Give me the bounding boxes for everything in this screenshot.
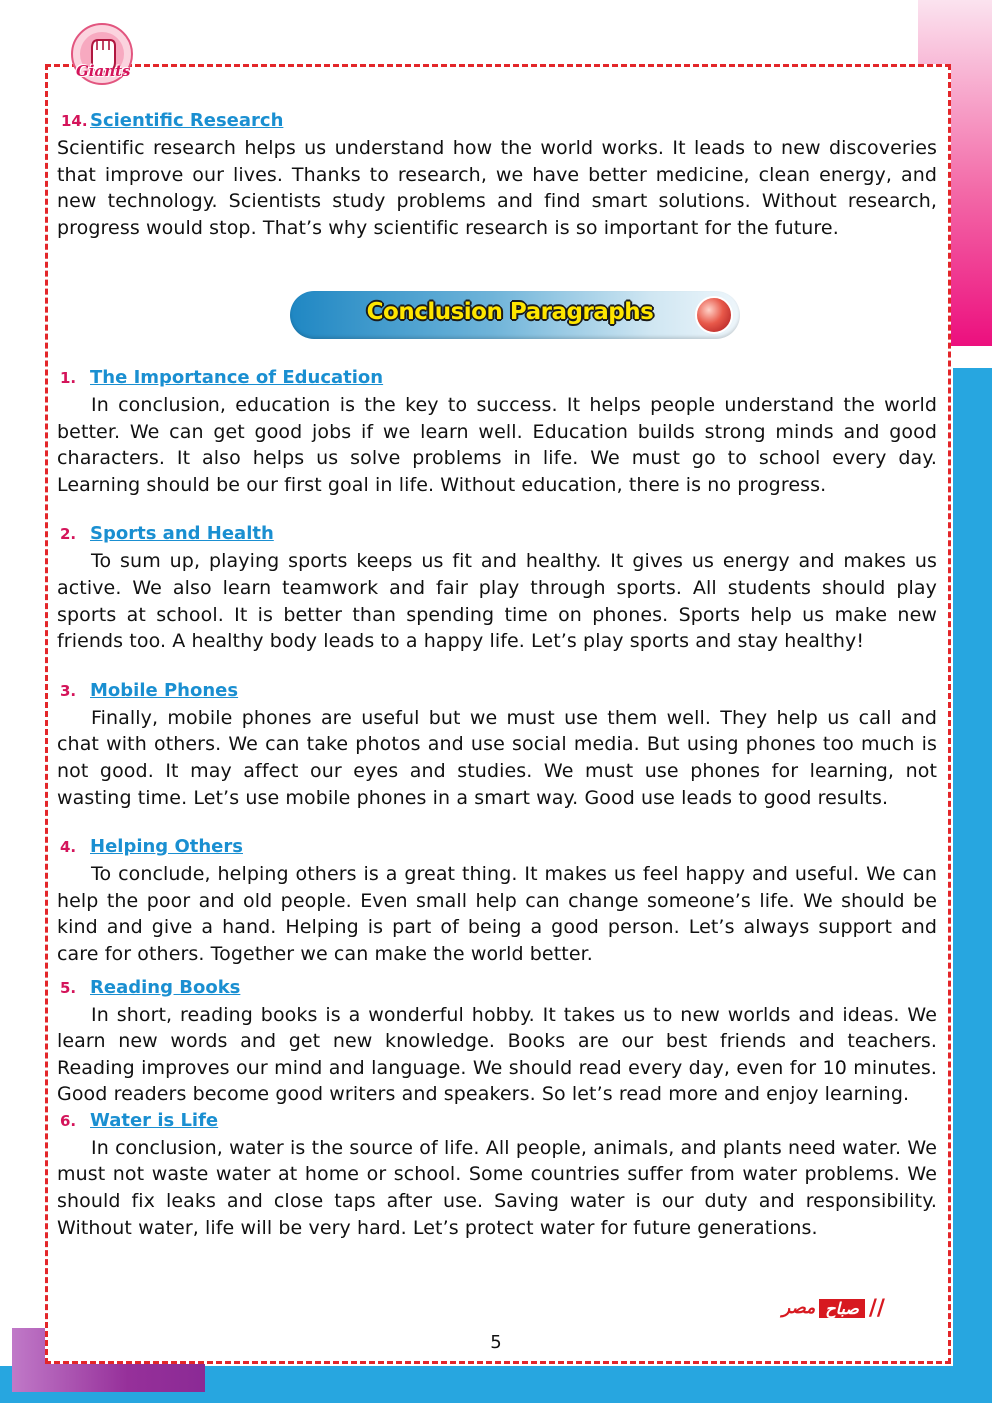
paragraph-number: 2. (60, 525, 77, 544)
section-heading (57, 108, 937, 135)
paragraph-title: Mobile Phones (90, 679, 239, 701)
section-paragraph: Scientific research helps us understand how the world works. It leads to new discoveries that improve our lives. Thanks to research, we have better medicine, clean energy, and new technology. Scientists study problems and find smart solutions. Without research, progress would stop. That’s why scientific research is so important for the future. (57, 137, 937, 239)
paragraph-title: Helping Others (90, 836, 243, 858)
paragraph-text: To conclude, helping others is a great thing. It makes us feel happy and useful. We can help the poor and old people. Even small help can change someone’s life. We should be kind and give a hand. Helping is part of being a good person. Let’s always support and care for others. Together we can make the world better. (57, 863, 937, 965)
paragraph-title: Water is Life (90, 1109, 219, 1131)
section-title: Scientific Research (90, 110, 284, 131)
paragraph-heading (57, 678, 937, 705)
paragraph-number: 5. (60, 978, 77, 997)
paragraph-block (57, 1108, 937, 1241)
section-number: 14. (61, 112, 88, 130)
paragraph-title: Sports and Health (90, 523, 274, 545)
paragraph-heading (57, 1108, 937, 1135)
paragraph-block (57, 975, 937, 1108)
paragraph-heading (57, 834, 937, 861)
conclusion-banner (290, 291, 740, 339)
paragraph-block (57, 678, 937, 811)
paragraph-number: 1. (60, 369, 77, 387)
paragraph-heading (57, 975, 937, 1002)
blue-side-band (953, 368, 992, 1403)
paragraph-text: In conclusion, education is the key to success. It helps people understand the world better. We can get good jobs if we learn well. Education builds strong minds and good characters. It also helps us solve problems in life. We must go to school every day. Learning should be our first goal in life. Without education, there is no progress. (57, 394, 937, 496)
paragraph-block (57, 365, 937, 498)
paragraph-text: In short, reading books is a wonderful hobby. It takes us to new worlds and ideas. We learn new words and get new knowledge. Books are our best friends and teachers. Reading improves our mind and language. We should read every day, even for 10 minutes. Good readers become good writers and speakers. So let’s read more and enjoy learning. (57, 1003, 937, 1106)
banner-title: Conclusion Paragraphs (366, 299, 654, 325)
page-content (57, 108, 937, 241)
watermark-slash: // (868, 1295, 885, 1321)
section-scientific-research (57, 108, 937, 241)
paragraph-block (57, 521, 937, 654)
paragraph-block (57, 834, 937, 967)
paragraph-number: 3. (60, 681, 77, 700)
paragraph-number: 6. (60, 1111, 77, 1130)
conclusion-list (57, 365, 937, 1241)
paragraph-text: To sum up, playing sports keeps us fit and healthy. It gives us energy and makes us active. We also learn teamwork and fair play through sports. All students should play sports at school. It is better than spending time on phones. Sports help us make new friends too. A healthy body leads to a happy life. Let’s play sports and stay healthy! (57, 550, 937, 653)
source-watermark (782, 1295, 885, 1321)
publisher-logo (64, 18, 140, 94)
paragraph-title: Reading Books (90, 976, 241, 998)
logo-wordmark: Giants (76, 62, 131, 80)
paragraph-number: 4. (60, 838, 77, 857)
page-number: 5 (490, 1332, 502, 1353)
paragraph-text: In conclusion, water is the source of life. All people, animals, and plants need water. We must not waste water at home or school. Some countries suffer from water problems. We should fix leaks and close taps after use. Saving water is our duty and responsibility. Without water, life will be very hard. Let’s protect water for future generations. (57, 1136, 937, 1239)
paragraph-heading (57, 365, 937, 392)
paragraph-text: Finally, mobile phones are useful but we must use them well. They help us call and chat with others. We can take photos and use social media. But using phones too much is not good. It may affect our eyes and studies. We must use phones for learning, not wasting time. Let’s use mobile phones in a smart way. Good use leads to good results. (57, 706, 937, 809)
watermark-word-box: صباح (819, 1299, 865, 1318)
raised-fist-icon (64, 18, 140, 94)
paragraph-title: The Importance of Education (90, 367, 384, 388)
red-ball-icon (695, 296, 733, 334)
paragraph-heading (57, 521, 937, 548)
watermark-word-left: مصر (782, 1298, 816, 1318)
